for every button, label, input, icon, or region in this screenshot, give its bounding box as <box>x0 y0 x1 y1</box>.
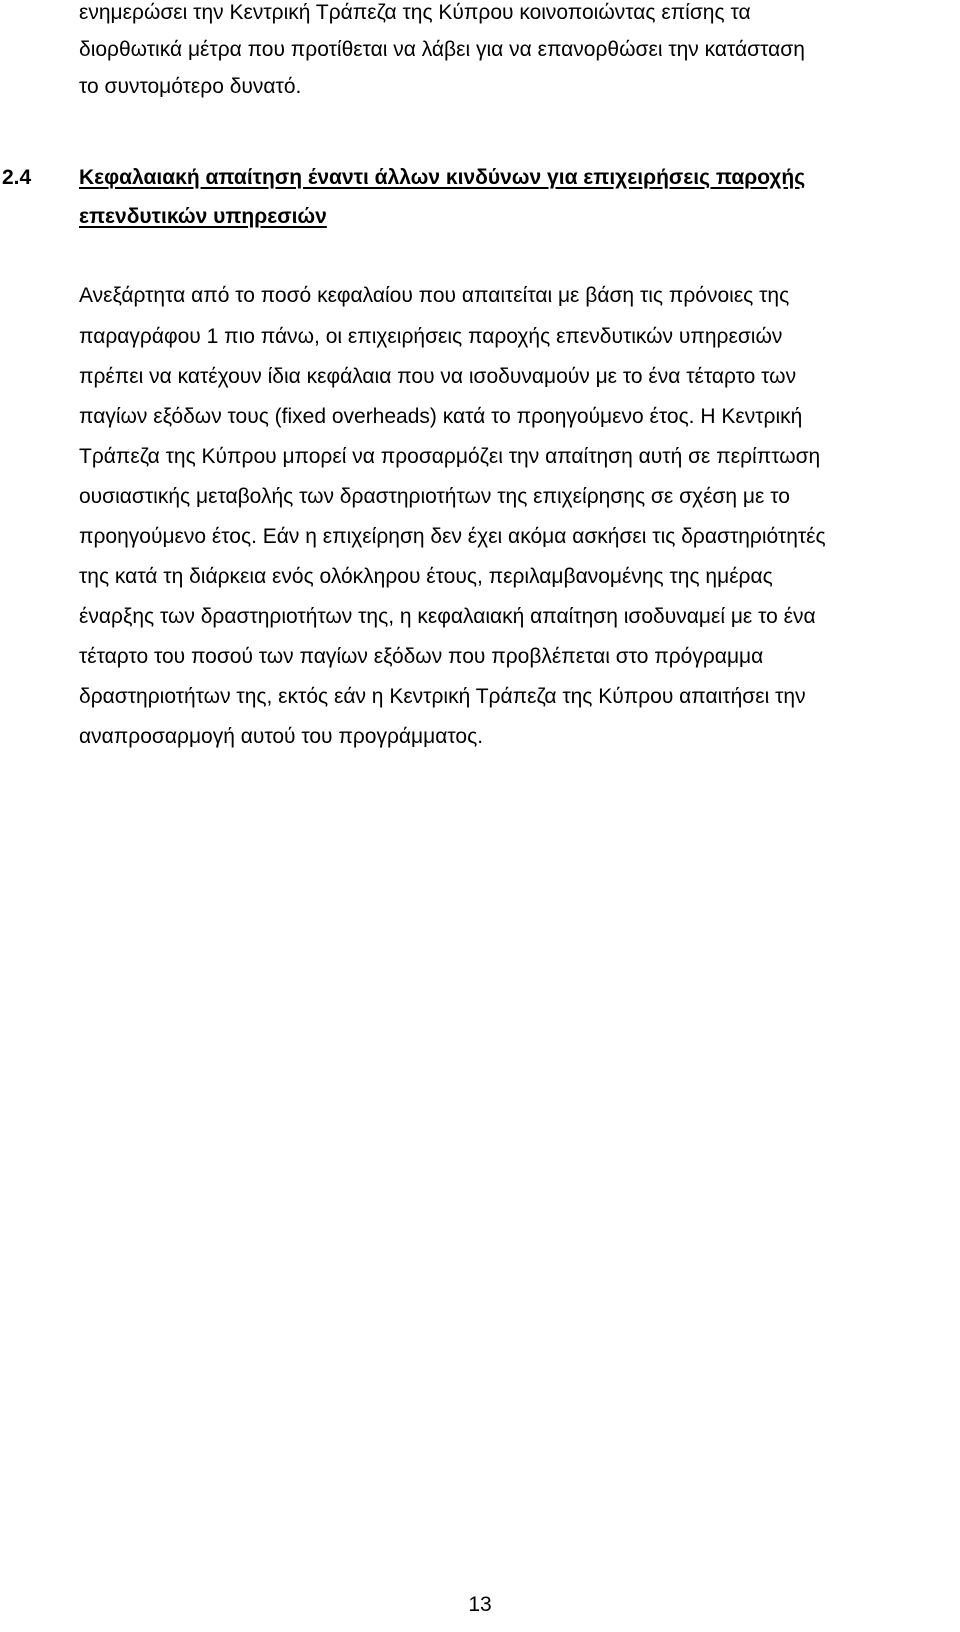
section-number: 2.4 <box>2 166 32 189</box>
body-line-8: της κατά τη διάρκεια ενός ολόκληρου έτους, περιλαμβανομένης της ημέρας <box>79 565 773 588</box>
body-line-12: αναπροσαρμογή αυτού του προγράμματος. <box>79 725 484 748</box>
body-line-1: Ανεξάρτητα από το ποσό κεφαλαίου που απαιτείται με βάση τις πρόνοιες της <box>79 284 790 307</box>
page-number: 13 <box>468 1593 492 1616</box>
section-title-line-2: επενδυτικών υπηρεσιών <box>79 205 327 228</box>
intro-line-2: διορθωτικά μέτρα που προτίθεται να λάβει για να επανορθώσει την κατάσταση <box>79 38 805 61</box>
body-line-7: προηγούμενο έτος. Εάν η επιχείρηση δεν έχει ακόμα ασκήσει τις δραστηριότητές <box>79 525 826 548</box>
body-line-6: ουσιαστικής μεταβολής των δραστηριοτήτων της επιχείρησης σε σχέση με το <box>79 485 790 508</box>
body-line-5: Τράπεζα της Κύπρου μπορεί να προσαρμόζει την απαίτηση αυτή σε περίπτωση <box>79 445 821 468</box>
body-line-3: πρέπει να κατέχουν ίδια κεφάλαια που να ισοδυναμούν με το ένα τέταρτο των <box>79 365 797 388</box>
section-title-line-1: Κεφαλαιακή απαίτηση έναντι άλλων κινδύνων για επιχειρήσεις παροχής <box>79 166 806 189</box>
body-line-9: έναρξης των δραστηριοτήτων της, η κεφαλαιακή απαίτηση ισοδυναμεί με το ένα <box>79 605 816 628</box>
body-line-2: παραγράφου 1 πιο πάνω, οι επιχειρήσεις παροχής επενδυτικών υπηρεσιών <box>79 325 783 348</box>
body-line-11: δραστηριοτήτων της, εκτός εάν η Κεντρική Τράπεζα της Κύπρου απαιτήσει την <box>79 685 806 708</box>
intro-line-1: ενημερώσει την Κεντρική Τράπεζα της Κύπρου κοινοποιώντας επίσης τα <box>79 1 751 24</box>
body-line-4: παγίων εξόδων τους (fixed overheads) κατά το προηγούμενο έτος. Η Κεντρική <box>79 405 803 428</box>
intro-line-3: το συντομότερο δυνατό. <box>79 75 302 98</box>
body-line-10: τέταρτο του ποσού των παγίων εξόδων που προβλέπεται στο πρόγραμμα <box>79 645 764 668</box>
